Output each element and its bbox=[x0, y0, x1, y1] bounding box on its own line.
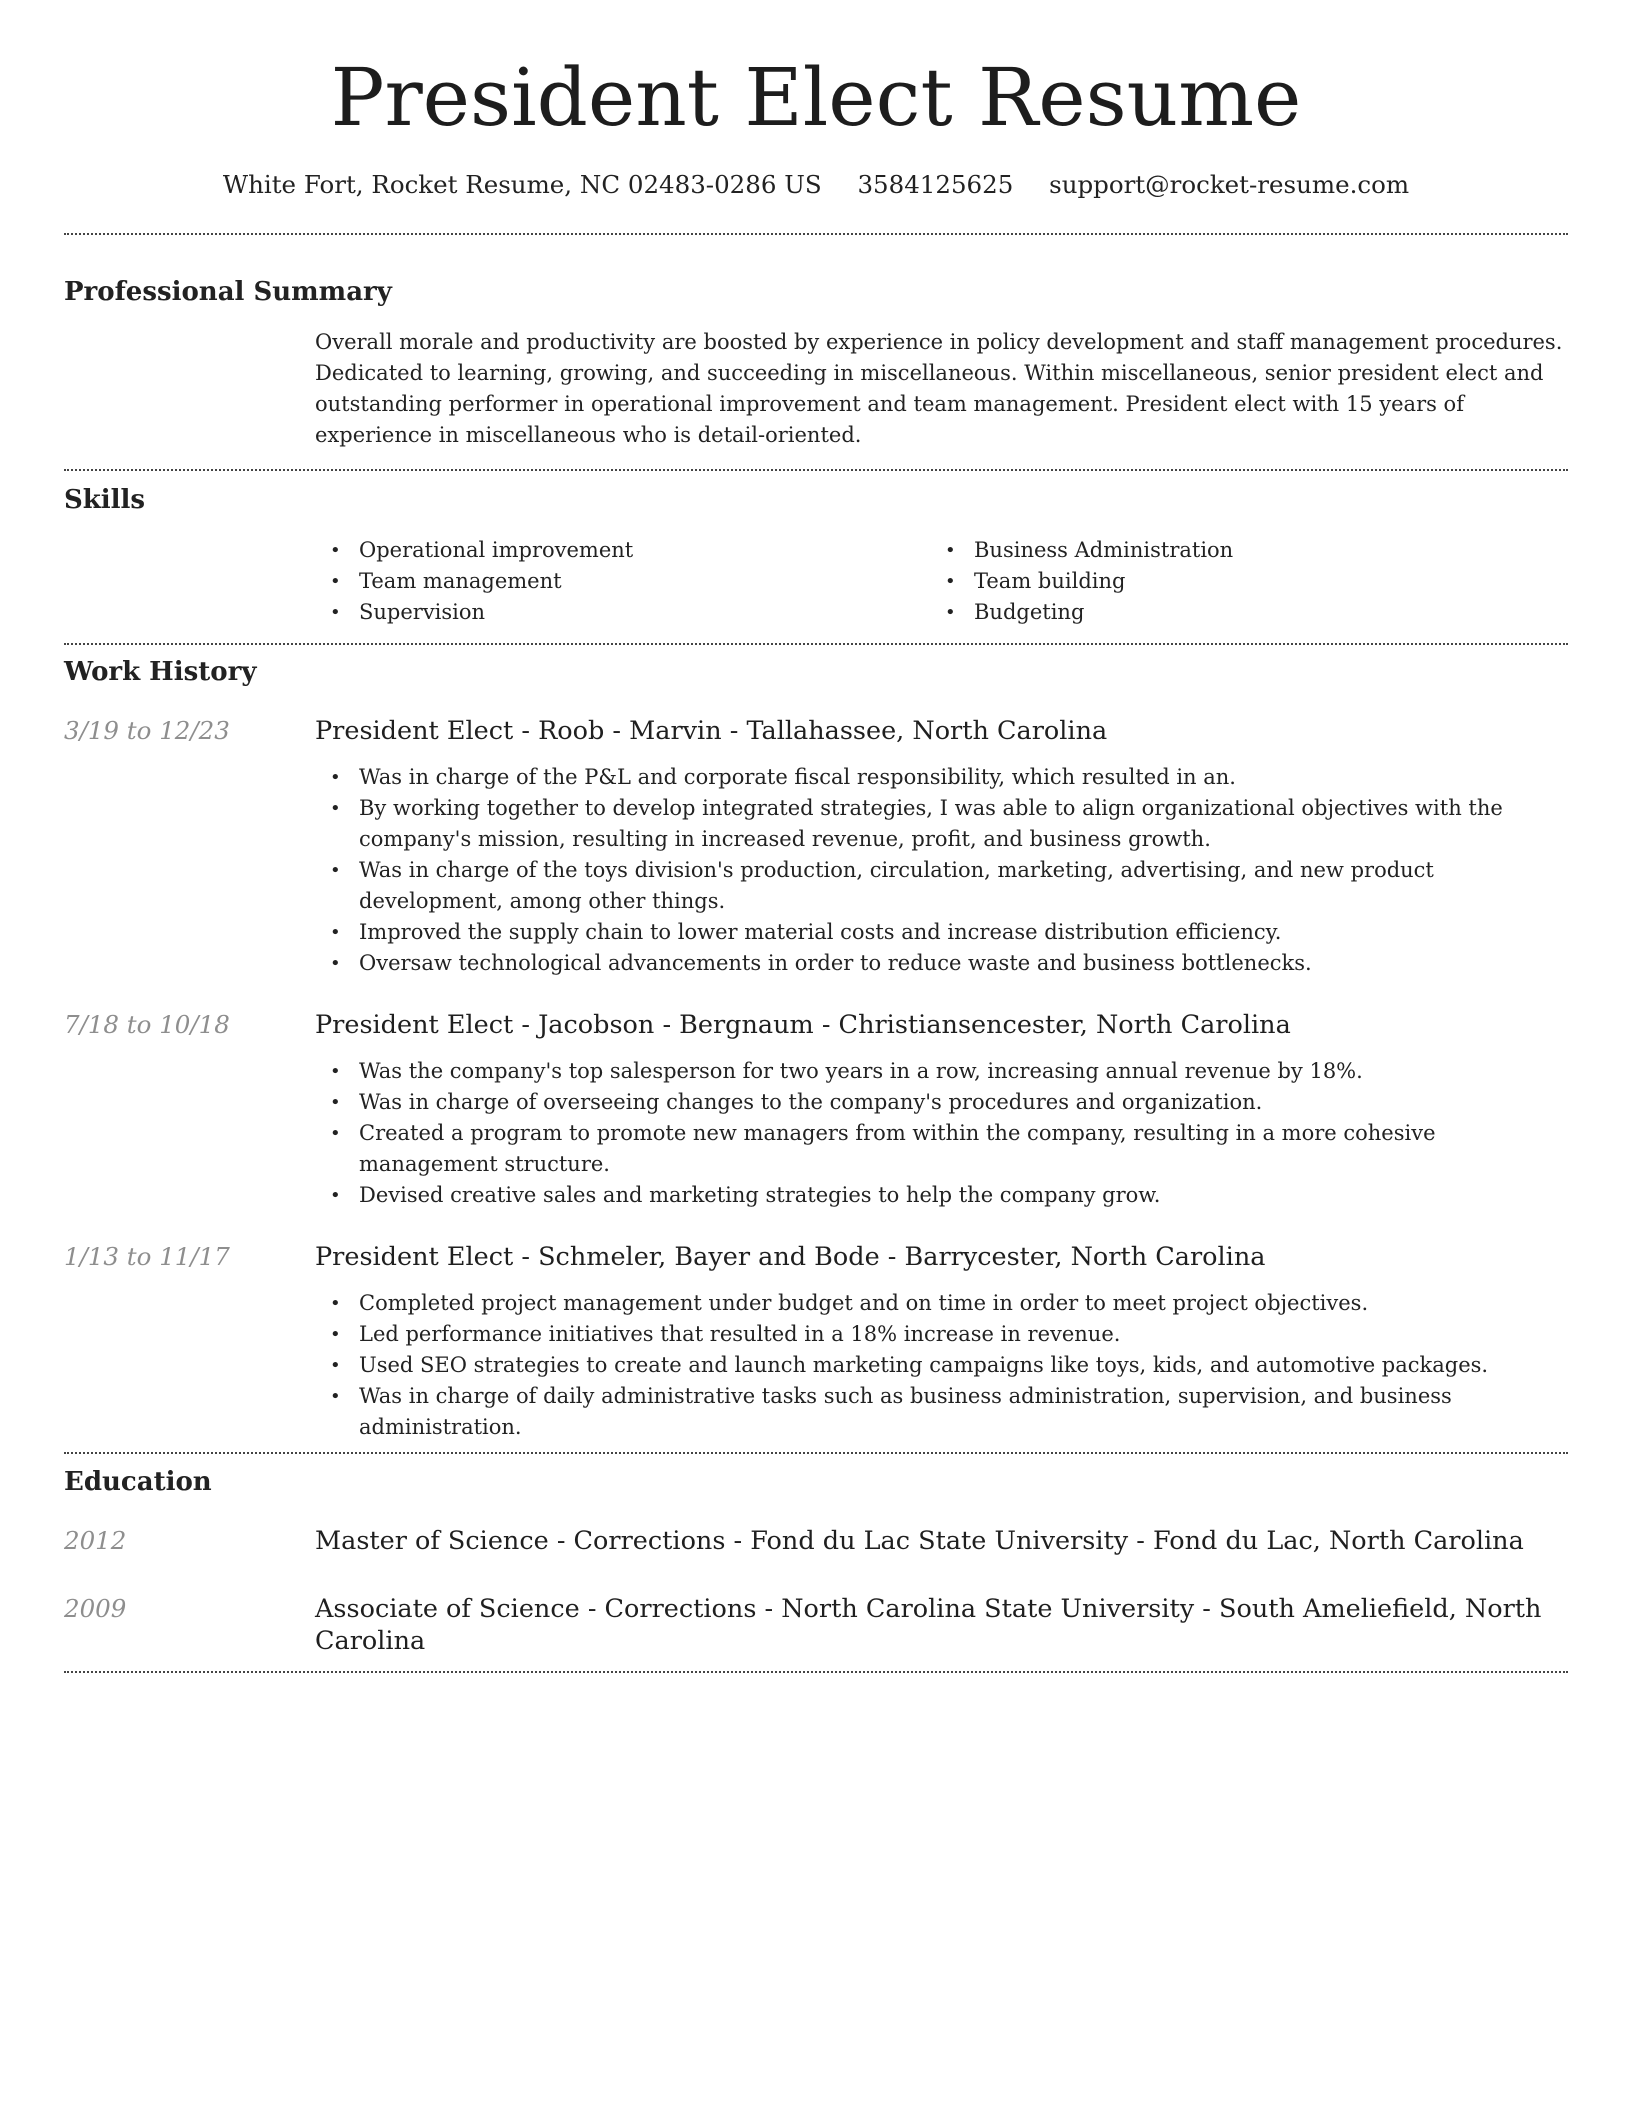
job-entry bbox=[64, 1009, 1568, 1211]
education-degree: Associate of Science - Corrections - North Carolina State University - South Ameliefield, North Carolina bbox=[315, 1594, 1542, 1656]
divider bbox=[64, 1671, 1568, 1673]
job-bullet: • Was in charge of the P&L and corporate fiscal responsibility, which resulted in an. bbox=[315, 762, 1568, 793]
job-bullet: • Completed project management under budget and on time in order to meet project objectives. bbox=[315, 1288, 1568, 1319]
education-heading: Education bbox=[64, 1467, 212, 1497]
skill-item: • Supervision bbox=[315, 597, 930, 628]
job-bullet: • Was in charge of daily administrative tasks such as business administration, supervision, and business administration. bbox=[315, 1381, 1568, 1443]
resume-title: President Elect Resume bbox=[330, 51, 1302, 144]
education-year: 2012 bbox=[64, 1526, 127, 1555]
contact-phone: 3584125625 bbox=[857, 170, 1014, 199]
education-degree: Master of Science - Corrections - Fond du Lac State University - Fond du Lac, North Carolina bbox=[315, 1526, 1524, 1556]
divider bbox=[64, 1452, 1568, 1454]
education-entry bbox=[64, 1593, 1568, 1657]
skill-item: • Budgeting bbox=[930, 597, 1545, 628]
skill-item: • Business Administration bbox=[930, 535, 1545, 566]
job-heading: President Elect - Roob - Marvin - Tallahassee, North Carolina bbox=[315, 716, 1108, 746]
job-bullet: • Created a program to promote new managers from within the company, resulting in a more cohesive management structure. bbox=[315, 1118, 1568, 1180]
job-bullet: • Improved the supply chain to lower material costs and increase distribution efficiency. bbox=[315, 917, 1568, 948]
contact-line bbox=[64, 170, 1568, 199]
resume-header bbox=[64, 0, 1568, 199]
skills-list-left bbox=[315, 535, 930, 628]
job-bullet: • Was in charge of overseeing changes to the company's procedures and organization. bbox=[315, 1087, 1568, 1118]
contact-address: White Fort, Rocket Resume, NC 02483-0286 US bbox=[222, 170, 822, 199]
job-bullet: • Was the company's top salesperson for two years in a row, increasing annual revenue by 18%. bbox=[315, 1056, 1568, 1087]
job-bullet: • Devised creative sales and marketing strategies to help the company grow. bbox=[315, 1180, 1568, 1211]
job-entry bbox=[64, 1241, 1568, 1443]
education-year: 2009 bbox=[64, 1594, 127, 1623]
job-heading: President Elect - Jacobson - Bergnaum - Christiansencester, North Carolina bbox=[315, 1010, 1291, 1040]
job-bullet: • Led performance initiatives that resulted in a 18% increase in revenue. bbox=[315, 1319, 1568, 1350]
job-dates: 1/13 to 11/17 bbox=[64, 1242, 230, 1271]
contact-email: support@rocket-resume.com bbox=[1049, 170, 1410, 199]
divider bbox=[64, 233, 1568, 235]
job-entry bbox=[64, 715, 1568, 979]
skills-list-right bbox=[930, 535, 1545, 628]
education-entry bbox=[64, 1525, 1568, 1557]
skills-section bbox=[64, 485, 1568, 628]
skill-item: • Team building bbox=[930, 566, 1545, 597]
job-bullet: • Oversaw technological advancements in order to reduce waste and business bottlenecks. bbox=[315, 948, 1568, 979]
job-bullet: • Was in charge of the toys division's production, circulation, marketing, advertising, and new product development, among other things. bbox=[315, 855, 1568, 917]
job-bullet: • Used SEO strategies to create and launch marketing campaigns like toys, kids, and automotive packages. bbox=[315, 1350, 1568, 1381]
job-bullet: • By working together to develop integrated strategies, I was able to align organizational objectives with the company's mission, resulting in increased revenue, profit, and business growth. bbox=[315, 793, 1568, 855]
work-heading: Work History bbox=[64, 657, 257, 687]
summary-heading: Professional Summary bbox=[64, 277, 392, 307]
divider bbox=[64, 643, 1568, 645]
summary-text: Overall morale and productivity are boosted by experience in policy development and staff management procedures. Dedicated to learning, growing, and succeeding in miscellaneous. Within miscellaneous, senior president elect and outstanding performer in operational improvement and team management. President elect with 15 years of experience in miscellaneous who is detail-oriented. bbox=[315, 330, 1563, 447]
job-heading: President Elect - Schmeler, Bayer and Bode - Barrycester, North Carolina bbox=[315, 1242, 1266, 1272]
skill-item: • Team management bbox=[315, 566, 930, 597]
job-bullets bbox=[315, 1056, 1568, 1211]
work-section bbox=[64, 657, 1568, 1443]
job-dates: 7/18 to 10/18 bbox=[64, 1010, 230, 1039]
summary-section bbox=[64, 277, 1568, 451]
job-dates: 3/19 to 12/23 bbox=[64, 716, 230, 745]
skills-heading: Skills bbox=[64, 485, 146, 515]
job-bullets bbox=[315, 1288, 1568, 1443]
job-bullets bbox=[315, 762, 1568, 979]
skill-item: • Operational improvement bbox=[315, 535, 930, 566]
divider bbox=[64, 469, 1568, 471]
education-section bbox=[64, 1467, 1568, 1657]
